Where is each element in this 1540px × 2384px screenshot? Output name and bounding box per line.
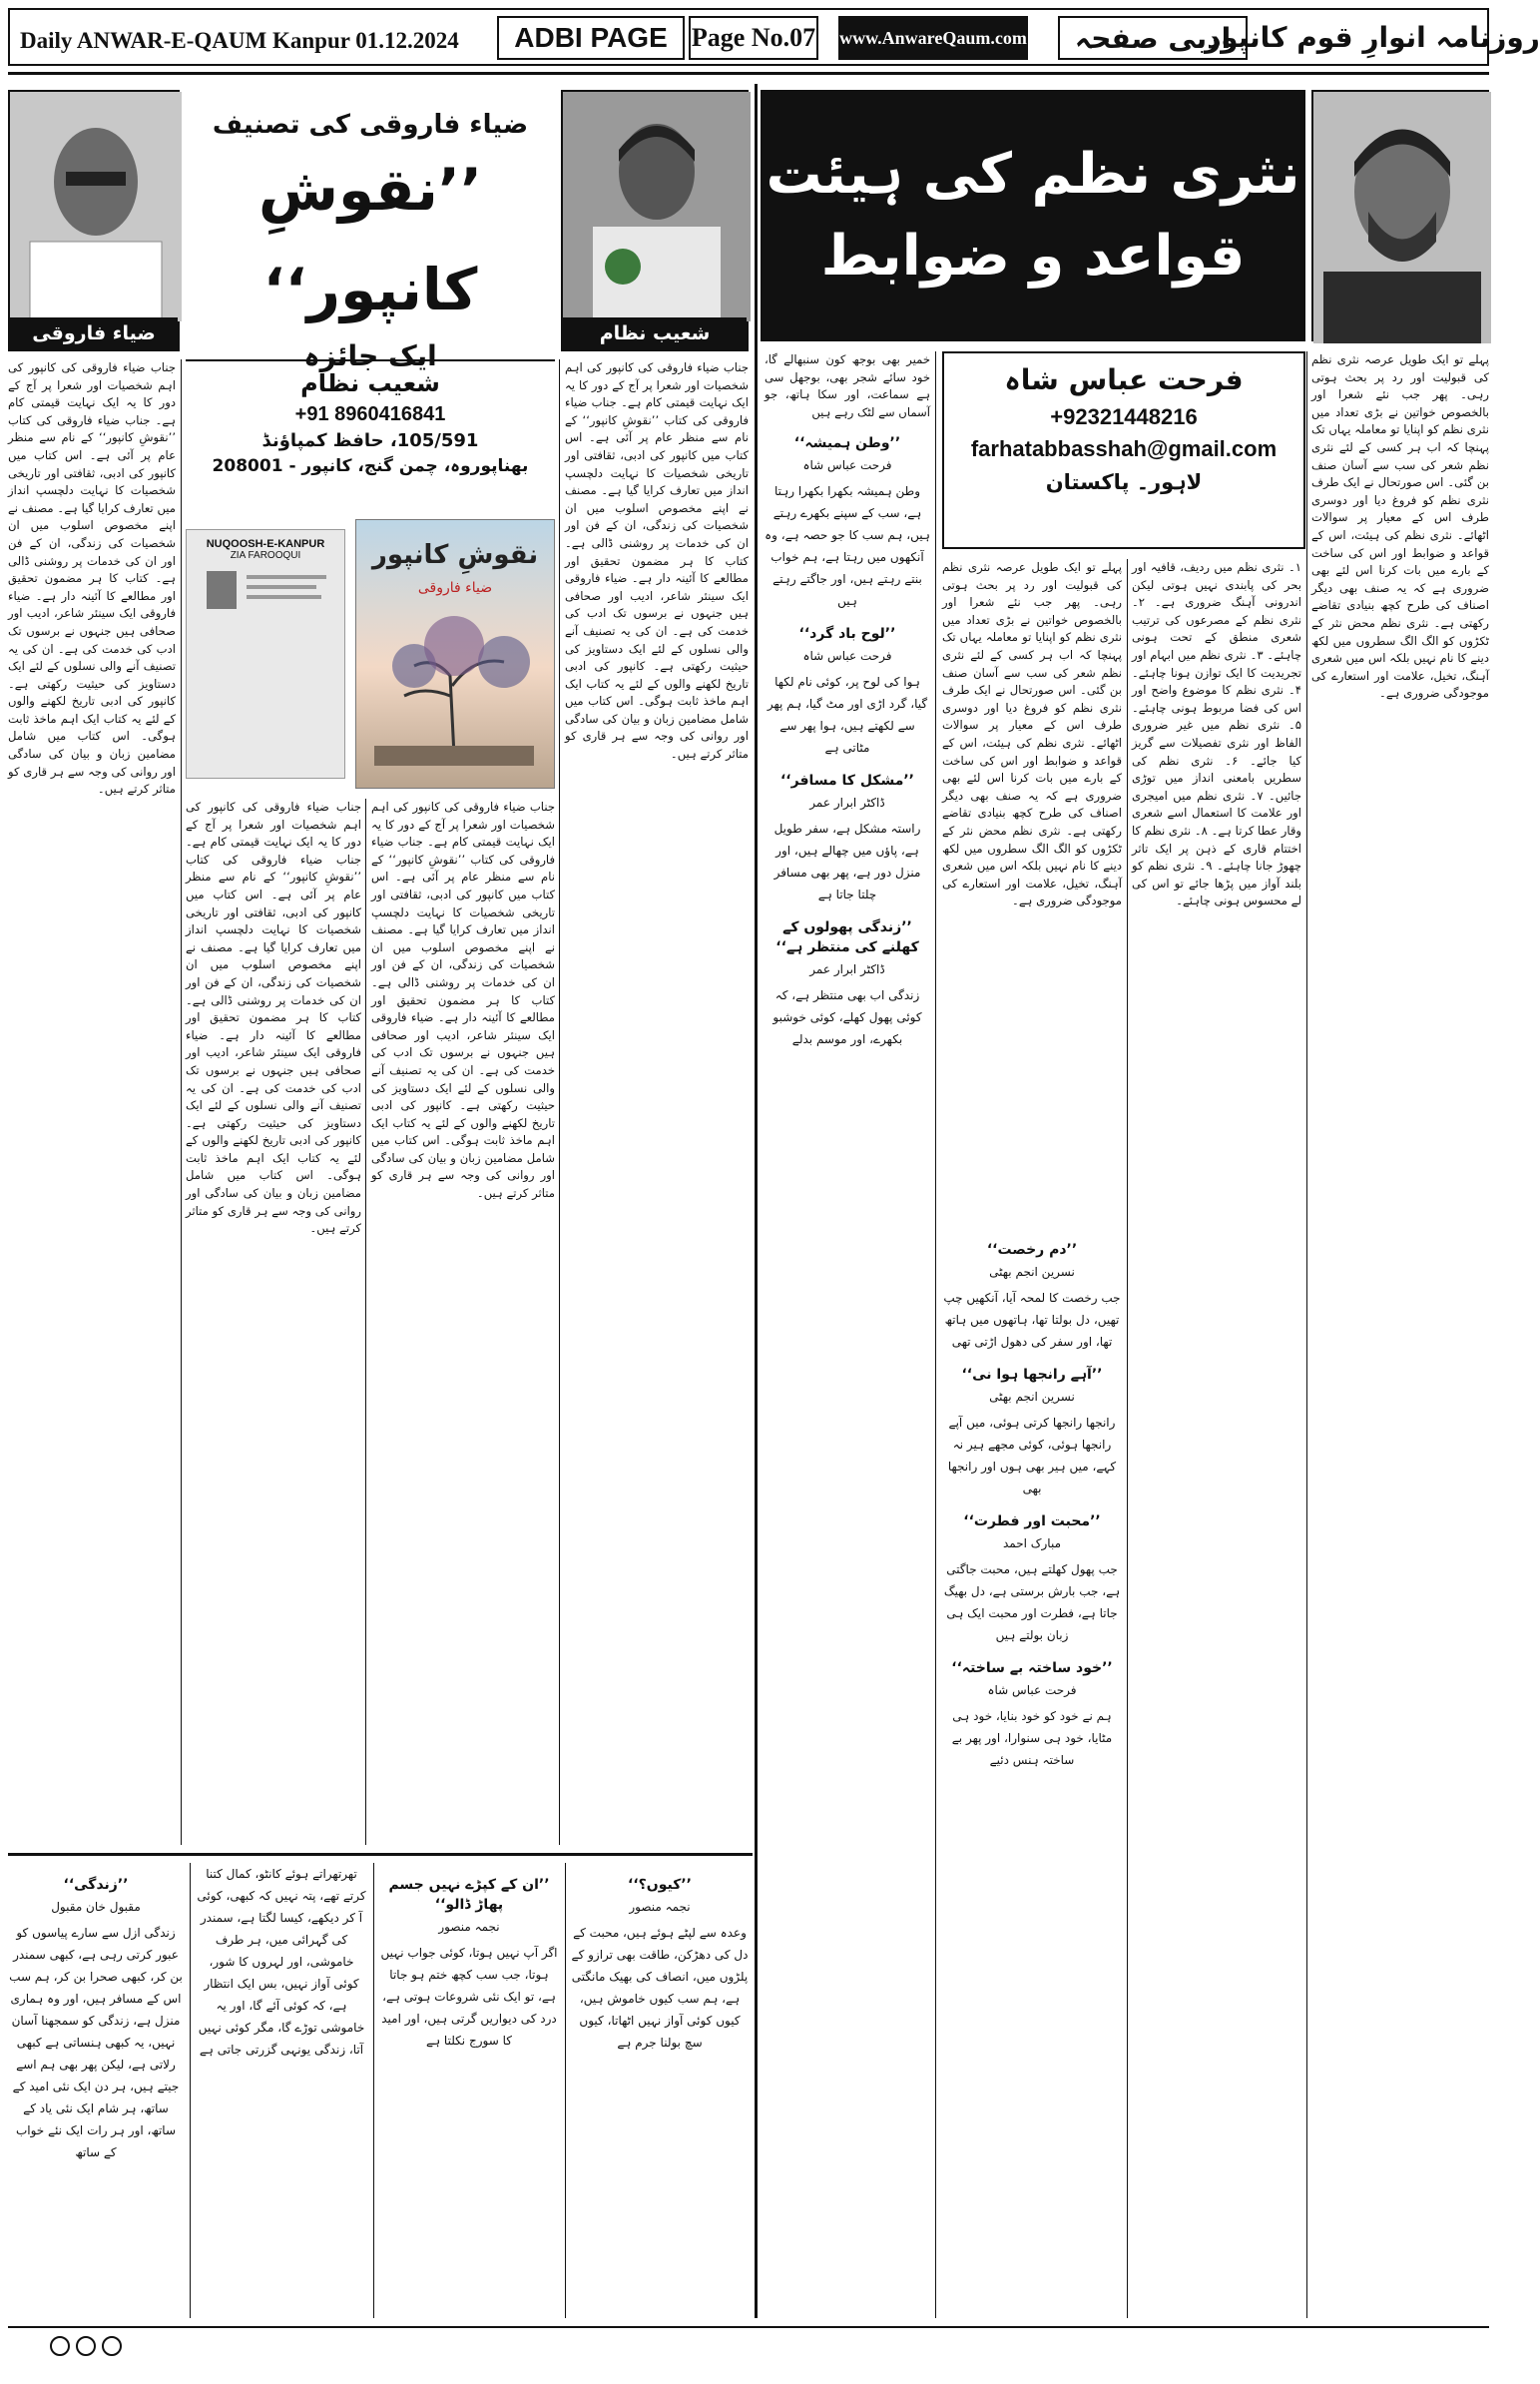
review-text: جناب ضیاء فاروقی کی کانپور کی اہم شخصیات اور شعرا پر آج کے دور کا یہ ایک نہایت قیمتی کام ہے۔ جناب ضیاء فاروقی کی کتاب ’’نقوشِ کانپور‘‘ کے نام سے منظر عام پر آئی ہے۔ اس کتاب میں کانپور کی ادبی، ثقافتی اور تاریخی شخصیات کا نہایت دلچسپ انداز میں تعارف کرایا گیا ہے۔ مصنف نے اپنے مخصوص اسلوب میں ان شخصیات کی زندگی، ان کے فن اور ان کی خدمات پر روشنی ڈالی ہے۔ کتاب کا ہر مضمون تحقیق اور مطالعے کا آئینہ دار ہے۔ ضیاء فاروقی ایک سینئر شاعر، ادیب اور صحافی ہیں جنہوں نے برسوں تک ادب کی خدمت کی ہے۔ ان کی یہ تصنیف آنے والی نسلوں کے لئے ایک دستاویز کی حیثیت رکھتی ہے۔ کانپور کی ادبی تاریخ لکھنے والوں کے لئے یہ کتاب ایک اہم ماخذ ثابت ہوگی۔ اس کتاب میں شامل مضامین زبان و بیان کی سادگی اور روانی کی وجہ سے ہر قاری کو متاثر کرتے ہیں۔ [186, 800, 361, 1236]
poem-lines: رانجھا رانجھا کرتی ہوئی، میں آپے رانجھا ہوئی، کوئی مجھے ہیر نہ کہے، میں ہیر بھی ہوں اور رانجھا بھی [947, 1416, 1117, 1495]
column-divider [559, 359, 560, 1845]
review-text: جناب ضیاء فاروقی کی کانپور کی اہم شخصیات اور شعرا پر آج کے دور کا یہ ایک نہایت قیمتی کام ہے۔ جناب ضیاء فاروقی کی کتاب ’’نقوشِ کانپور‘‘ کے نام سے منظر عام پر آئی ہے۔ اس کتاب میں کانپور کی ادبی، ثقافتی اور تاریخی شخصیات کا نہایت دلچسپ انداز میں تعارف کرایا گیا ہے۔ مصنف نے اپنے مخصوص اسلوب میں ان شخصیات کی زندگی، ان کے فن اور ان کی خدمات پر روشنی ڈالی ہے۔ کتاب کا ہر مضمون تحقیق اور مطالعے کا آئینہ دار ہے۔ ضیاء فاروقی ایک سینئر شاعر، ادیب اور صحافی ہیں جنہوں نے برسوں تک ادب کی خدمت کی ہے۔ ان کی یہ تصنیف آنے والی نسلوں کے لئے ایک دستاویز کی حیثیت رکھتی ہے۔ کانپور کی ادبی تاریخ لکھنے والوں کے لئے یہ کتاب ایک اہم ماخذ ثابت ہوگی۔ اس کتاب میں شامل مضامین زبان و بیان کی سادگی اور روانی کی وجہ سے ہر قاری کو متاثر کرتے ہیں۔ [565, 360, 749, 762]
lead-rules-column [1132, 559, 1301, 2318]
section-label-en: ADBI PAGE [497, 16, 685, 60]
author-name: فرحت عباس شاہ [1004, 363, 1244, 396]
author-photo-farhat [1311, 90, 1489, 341]
bottom-poem-column [196, 1863, 367, 2318]
book-covers [186, 519, 555, 789]
poem-poet: فرحت عباس شاہ [987, 1683, 1077, 1697]
caption-shoaib: شعیب نظام [563, 317, 747, 349]
newspaper-logo-ur: روزنامہ انوارِ قوم کانپور [1205, 20, 1540, 54]
lead-rules-text-2: پہلے تو ایک طویل عرصہ نثری نظم کی قبولیت اور رد پر بحث ہوتی رہی۔ پھر جب نئے شعرا اور بالخصوص خواتین نے بڑی تعداد میں نثری نظم کو اپنایا تو معاملہ یہاں تک پہنچا کہ اب ہر کسی کے لئے نثری نظم شعر کی سب سے آسان صنف بن گئی۔ اس صورتحال نے ایک طرف نثری نظم کو فروغ دیا اور دوسری طرف اس کے معیار پر سوالات اٹھائے۔ نثری نظم کی ہیئت، اس کے قواعد و ضوابط اور اس کی ساخت کے بارے میں بات کرنا اس لئے بھی ضروری ہے کہ یہ صنف بھی دیگر اصناف کی طرح کچھ بنیادی تقاضے رکھتی ہے۔ نثری نظم محض نثر کے ٹکڑوں کو الگ الگ سطروں میں لکھ دینے کا نام نہیں بلکہ اس میں شعری آہنگ، تخیل، علامت اور استعارے کی موجودگی ضروری ہے۔ [942, 560, 1122, 908]
author-portrait-icon [1313, 92, 1491, 343]
poems-opening: خمیر بھی بوجھ کون سنبھالے گا، خود سائے شجر بھی، بوجھل سی ہے سماعت، اور سکا ہاتھ، جو آسماں سے لٹک رہے ہیں [765, 352, 930, 419]
lead-title-line1: نثری نظم کی ہیئت [766, 142, 1300, 207]
poems-column-2 [942, 1228, 1122, 2318]
cover-author-ur: ضیاء فاروقی [417, 580, 493, 596]
author-location: لاہور۔ پاکستان [1045, 470, 1203, 494]
column-divider [1127, 559, 1128, 2318]
poem-title: ’’وطن ہمیشہ‘‘ [793, 435, 901, 452]
column-divider [935, 351, 936, 2318]
poem-poet: نجمہ منصور [438, 1920, 500, 1934]
author-phone: +92321448216 [1050, 404, 1198, 429]
poem-lines: وعدہ سے لپٹے ہوئے ہیں، محبت کے دل کی دھڑکن، طاقت بھی ترازو کے پلڑوں میں، انصاف کی بھیک مانگتی ہے، ہم سب کیوں خاموش ہیں، کیوں کوئی آواز نہیں اٹھاتا، کیوں سچ بولنا جرم ہے [571, 1926, 749, 2050]
section-label-ur: ادبی صفحہ [1058, 16, 1248, 60]
reviewer-box [186, 359, 555, 509]
book-review-header [186, 90, 555, 372]
bottom-poem-column [8, 1863, 184, 2318]
poem-lines: زندگی اب بھی منتظر ہے، کہ کوئی پھول کھلے، کوئی خوشبو بکھرے، اور موسم بدلے [772, 988, 922, 1047]
book-title: ’’نقوشِ کانپور‘‘ [258, 156, 482, 323]
poem-lines: ہوا کی لوح پر، کوئی نام لکھا گیا، گرد اڑی اور مٹ گیا، ہم پھر سے لکھتے ہیں، ہوا پھر سے مٹاتی ہے [767, 675, 928, 756]
lead-intro-column [1311, 351, 1489, 2318]
website-link[interactable]: www.AnwareQaum.com [838, 16, 1028, 60]
cover-title-en: NUQOOSH-E-KANPUR [206, 538, 325, 550]
bottom-poem-column [571, 1863, 749, 2318]
poems-column [765, 351, 930, 2318]
review-column-1 [565, 359, 749, 1845]
tree-illustration-icon [354, 596, 554, 766]
poem-poet: نجمہ منصور [629, 1900, 691, 1914]
review-column-2 [371, 799, 555, 1845]
poem-poet: ڈاکٹر ابرار عمر [809, 796, 885, 811]
poem-title: ’’دم رخصت‘‘ [986, 1242, 1078, 1258]
cover-author-en: ZIA FAROOQUI [230, 550, 301, 561]
reviewer-address: بھناپوروہ، چمن گنج، کانپور - 208001 [212, 456, 529, 476]
review-column-4 [8, 359, 176, 1845]
masthead-rule [8, 72, 1489, 75]
poem-poet: نسرین انجم بھٹی [989, 1265, 1075, 1279]
lead-intro-text: پہلے تو ایک طویل عرصہ نثری نظم کی قبولیت اور رد پر بحث ہوتی رہی۔ پھر جب نئے شعرا اور بالخصوص خواتین نے بڑی تعداد میں نثری نظم کو اپنایا تو معاملہ یہاں تک پہنچا کہ اب ہر کسی کے لئے نثری نظم شعر کی سب سے آسان صنف بن گئی۔ اس صورتحال نے ایک طرف نثری نظم کو فروغ دیا اور دوسری طرف اس کے معیار پر سوالات اٹھائے۔ نثری نظم کی ہیئت، اس کے قواعد و ضوابط اور اس کی ساخت کے بارے میں بات کرنا اس لئے بھی ضروری ہے کہ یہ صنف بھی دیگر اصناف کی طرح کچھ بنیادی تقاضے رکھتی ہے۔ نثری نظم محض نثر کے ٹکڑوں کو الگ الگ سطروں میں لکھ دینے کا نام نہیں بلکہ اس میں شعری آہنگ، تخیل، علامت اور استعارے کی موجودگی ضروری ہے۔ [1311, 352, 1489, 701]
back-cover [186, 529, 345, 779]
masthead-english [20, 28, 459, 54]
column-divider [565, 1863, 566, 2318]
section-divider [755, 84, 758, 2318]
photo-zia-farooqui [8, 90, 180, 351]
poem-title: ’’زندگی‘‘ [63, 1877, 129, 1893]
poem-poet: فرحت عباس شاہ [802, 649, 892, 664]
poem-title: ’’زندگی پھولوں کے کھلنے کی منتظر ہے‘‘ [775, 919, 919, 956]
reviewer-phone: +91 8960416841 [294, 403, 446, 425]
poem-title: ’’محبت اور فطرت‘‘ [963, 1513, 1101, 1529]
poem-title: ’’لوح باد گرد‘‘ [798, 626, 896, 643]
masthead [8, 8, 1540, 66]
lead-title-banner [761, 90, 1305, 341]
column-divider [181, 359, 182, 1845]
author-contact-box [942, 351, 1305, 549]
reviewer-address: 105/591، حافظ کمپاؤنڈ [261, 430, 479, 451]
poem-poet: مبارک احمد [1002, 1536, 1062, 1550]
footer-ornament [50, 2336, 170, 2360]
bottom-poem-column [379, 1863, 559, 2318]
poem-lines: وطن ہمیشہ بکھرا بکھرا رہتا ہے، سب کے سپنے بکھرے رہتے ہیں، ہم سب کا جو حصہ ہے، وہ آنکھوں میں رہتا ہے، ہم خواب بنتے رہتے ہیں، اور جاگتے رہتے ہیں [765, 484, 930, 609]
poem-title: ’’مشکل کا مسافر‘‘ [779, 773, 915, 790]
poem-title: ’’ان کے کپڑے نہیں جسم پھاڑ ڈالو‘‘ [388, 1877, 550, 1913]
column-divider [373, 1863, 374, 2318]
poem-title: ’’کیوں؟‘‘ [628, 1877, 692, 1893]
front-cover [355, 519, 555, 789]
section-divider [8, 1853, 753, 1856]
poem-poet: ڈاکٹر ابرار عمر [809, 962, 885, 977]
poem-lines: تھرتھراتے ہوئے کانٹو، کمال کتنا کرتے تھے، پتہ نہیں کہ کبھی، کوئی آ کر دیکھے، کیسا لگتا ہے، سمندر کی گہرائی میں، ہر طرف خاموشی، اور لہروں کا شور، کوئی آواز نہیں، بس ایک انتظار ہے، کہ کوئی آئے گا، اور یہ خاموشی توڑے گا، مگر کوئی نہیں آتا، زندگی یونہی گزرتی جاتی ہے [197, 1867, 366, 2057]
poem-lines: ہم نے خود کو خود بنایا، خود ہی مٹایا، خود ہی سنوارا، اور پھر بے ساختہ ہنس دئیے [951, 1709, 1113, 1767]
review-text: جناب ضیاء فاروقی کی کانپور کی اہم شخصیات اور شعرا پر آج کے دور کا یہ ایک نہایت قیمتی کام ہے۔ جناب ضیاء فاروقی کی کتاب ’’نقوشِ کانپور‘‘ کے نام سے منظر عام پر آئی ہے۔ اس کتاب میں کانپور کی ادبی، ثقافتی اور تاریخی شخصیات کا نہایت دلچسپ انداز میں تعارف کرایا گیا ہے۔ مصنف نے اپنے مخصوص اسلوب میں ان شخصیات کی زندگی، ان کے فن اور ان کی خدمات پر روشنی ڈالی ہے۔ کتاب کا ہر مضمون تحقیق اور مطالعے کا آئینہ دار ہے۔ ضیاء فاروقی ایک سینئر شاعر، ادیب اور صحافی ہیں جنہوں نے برسوں تک ادب کی خدمت کی ہے۔ ان کی یہ تصنیف آنے والی نسلوں کے لئے ایک دستاویز کی حیثیت رکھتی ہے۔ کانپور کی ادبی تاریخ لکھنے والوں کے لئے یہ کتاب ایک اہم ماخذ ثابت ہوگی۔ اس کتاب میں شامل مضامین زبان و بیان کی سادگی اور روانی کی وجہ سے ہر قاری کو متاثر کرتے ہیں۔ [8, 360, 176, 797]
poem-title: ’’خود ساختہ بے ساختہ‘‘ [951, 1660, 1113, 1676]
review-text: جناب ضیاء فاروقی کی کانپور کی اہم شخصیات اور شعرا پر آج کے دور کا یہ ایک نہایت قیمتی کام ہے۔ جناب ضیاء فاروقی کی کتاب ’’نقوشِ کانپور‘‘ کے نام سے منظر عام پر آئی ہے۔ اس کتاب میں کانپور کی ادبی، ثقافتی اور تاریخی شخصیات کا نہایت دلچسپ انداز میں تعارف کرایا گیا ہے۔ مصنف نے اپنے مخصوص اسلوب میں ان شخصیات کی زندگی، ان کے فن اور ان کی خدمات پر روشنی ڈالی ہے۔ کتاب کا ہر مضمون تحقیق اور مطالعے کا آئینہ دار ہے۔ ضیاء فاروقی ایک سینئر شاعر، ادیب اور صحافی ہیں جنہوں نے برسوں تک ادب کی خدمت کی ہے۔ ان کی یہ تصنیف آنے والی نسلوں کے لئے ایک دستاویز کی حیثیت رکھتی ہے۔ کانپور کی ادبی تاریخ لکھنے والوں کے لئے یہ کتاب ایک اہم ماخذ ثابت ہوگی۔ اس کتاب میں شامل مضامین زبان و بیان کی سادگی اور روانی کی وجہ سے ہر قاری کو متاثر کرتے ہیں۔ [371, 800, 555, 1201]
poem-lines: زندگی ازل سے سارے پیاسوں کو عبور کرتی رہی ہے، کبھی سمندر بن کر، کبھی صحرا بن کر، ہم سب اس کے مسافر ہیں، اور وہ ہماری منزل ہے، زندگی کو سمجھنا آسان نہیں، یہ کبھی ہنساتی ہے کبھی رلاتی ہے، لیکن پھر بھی ہم اسے جیتے ہیں، ہر دن ایک نئی امید کے ساتھ، ہر شام ایک نئی یاد کے ساتھ، اور ہر رات ایک نئے خواب کے ساتھ [9, 1926, 183, 2159]
page-number: Page No.07 [689, 16, 818, 60]
lead-rules-text: ۱۔ نثری نظم میں ردیف، قافیہ اور بحر کی پابندی نہیں ہوتی لیکن اندرونی آہنگ ضروری ہے۔ ۲۔ نثری نظم کے مصرعوں کی ترتیب شعری منطق کے تحت ہونی چاہئے۔ ۳۔ نثری نظم میں ابہام اور تجریدیت کا ایک توازن ہونا چاہئے۔ ۴۔ نثری نظم کا موضوع واضح اور اس کی فضا مربوط ہونی چاہئے۔ ۵۔ نثری نظم میں غیر ضروری الفاظ اور نثری تفصیلات سے گریز کیا جائے۔ ۶۔ نثری نظم کی سطریں بامعنی انداز میں توڑی جائیں۔ ۷۔ نثری نظم میں امیجری اور علامت کا استعمال اسے شعری وقار عطا کرتا ہے۔ ۸۔ نثری نظم کا اختتام قاری کے ذہن پر ایک تاثر چھوڑ جانا چاہئے۔ ۹۔ نثری نظم کو بلند آواز میں پڑھا جائے تو اس کی لے محسوس ہونی چاہئے۔ [1132, 560, 1302, 908]
column-divider [365, 799, 366, 1845]
reviewer-name: شعیب نظام [300, 369, 440, 397]
circle-icon [50, 2336, 70, 2356]
footer-rule [8, 2326, 1489, 2328]
poem-poet: نسرین انجم بھٹی [989, 1390, 1075, 1404]
review-subtitle: ایک جائزہ [303, 339, 437, 372]
author-email[interactable]: farhatabbasshah@gmail.com [970, 436, 1278, 461]
issue-date: 01.12.2024 [355, 28, 459, 53]
zia-portrait-icon [10, 92, 182, 321]
poem-lines: راستہ مشکل ہے، سفر طویل ہے، پاؤں میں چھالے ہیں، اور منزل دور ہے، پھر بھی مسافر چلتا جاتا ہے [773, 822, 921, 902]
column-divider [1306, 351, 1307, 2318]
poem-title: ’’آہے رانجھا ہوا نی‘‘ [961, 1367, 1103, 1383]
circle-icon [102, 2336, 122, 2356]
review-kicker: ضیاء فاروقی کی تصنیف [212, 110, 529, 140]
poem-poet: مقبول خان مقبول [51, 1900, 141, 1914]
column-divider [190, 1863, 191, 2318]
lead-title-line2: قواعد و ضوابط [820, 224, 1246, 289]
poem-poet: فرحت عباس شاہ [802, 458, 892, 473]
back-cover-art-icon [187, 561, 346, 761]
review-column-3 [186, 799, 361, 1845]
poem-lines: جب پھول کھلتے ہیں، محبت جاگتی ہے، جب بارش برستی ہے، دل بھیگ جاتا ہے، فطرت اور محبت ایک ہی زبان بولتے ہیں [943, 1562, 1121, 1642]
poem-lines: اگر آپ نہیں ہوتا، کوئی جواب نہیں ہوتا، جب سب کچھ ختم ہو جاتا ہے، تو ایک نئی شروعات ہوتی ہے، درد کی دیواریں گرتی ہیں، اور امید کا سورج نکلتا ہے [380, 1946, 558, 2048]
photo-shoaib-nizam [561, 90, 749, 351]
cover-title-ur: نقوشِ کانپور [371, 540, 539, 570]
newspaper-name-en: Daily ANWAR-E-QAUM Kanpur [20, 28, 350, 53]
poem-lines: جب رخصت کا لمحہ آیا، آنکھیں چپ تھیں، دل بولتا تھا، ہاتھوں میں ہاتھ تھا، اور سفر کی دھول اڑتی تھی [943, 1291, 1121, 1349]
circle-icon [76, 2336, 96, 2356]
caption-zia: ضیاء فاروقی [10, 317, 178, 349]
shoaib-portrait-icon [563, 92, 751, 321]
